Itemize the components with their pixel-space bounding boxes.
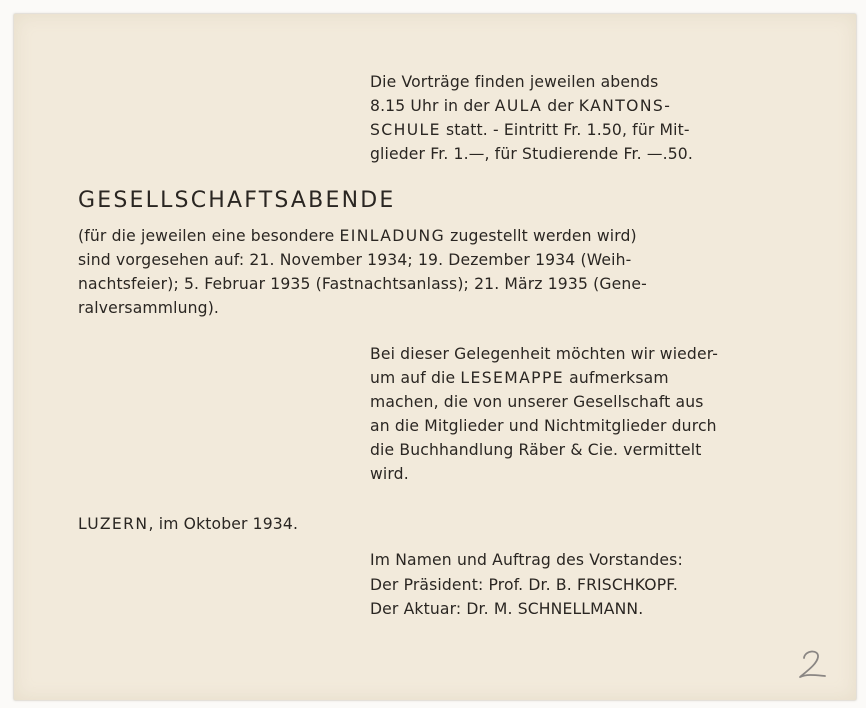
text-fragment: Der Aktuar: Dr. M. — [370, 600, 518, 618]
kantons-caps: KANTONS- — [578, 97, 672, 115]
signature-block — [370, 548, 790, 622]
text-line — [370, 118, 774, 142]
date-text: , im Oktober 1934. — [148, 515, 299, 533]
einladung-caps: EINLADUNG — [339, 227, 446, 245]
text-line: nachtsfeier); 5. Februar 1935 (Fastnachtsanlass); 21. März 1935 (Gene- — [78, 275, 647, 293]
text-line: die Buchhandlung Räber & Cie. vermittelt — [370, 441, 702, 459]
text-fragment: zugestellt werden wird) — [445, 227, 637, 245]
text-fragment: der — [542, 97, 579, 115]
document-page — [14, 14, 856, 700]
text-line — [370, 94, 774, 118]
text-line: Die Vorträge finden jeweilen abends — [370, 73, 659, 91]
city-caps: LUZERN — [78, 515, 149, 533]
lesemappe-caps: LESEMAPPE — [460, 369, 565, 387]
gatherings-paragraph — [78, 224, 774, 320]
lesemappe-paragraph — [370, 342, 774, 486]
text-line: machen, die von unserer Gesellschaft aus — [370, 393, 704, 411]
president-name: FRISCHKOPF — [576, 575, 673, 594]
text-line: wird. — [370, 465, 409, 483]
lecture-info-paragraph — [370, 70, 774, 166]
aula-caps: AULA — [494, 97, 543, 115]
text-fragment: um auf die — [370, 369, 461, 387]
text-line — [370, 366, 774, 390]
actuary-name: SCHNELLMANN — [517, 600, 639, 618]
text-line — [78, 224, 774, 248]
text-line: Im Namen und Auftrag des Vorstandes: — [370, 551, 683, 569]
text-fragment: (für die jeweilen eine besondere — [78, 227, 340, 245]
text-fragment: 8.15 Uhr in der — [370, 97, 495, 115]
text-fragment: . — [672, 575, 678, 594]
president-line — [370, 573, 790, 598]
schule-caps: SCHULE — [370, 121, 441, 139]
text-fragment: Der Präsident: Prof. Dr. B. — [370, 575, 577, 594]
actuary-line — [370, 597, 790, 622]
text-fragment: statt. - Eintritt Fr. 1.50, für Mit- — [440, 121, 690, 139]
text-fragment: aufmerksam — [564, 369, 669, 387]
text-line: an die Mitglieder und Nichtmitglieder durch — [370, 417, 717, 435]
section-heading: GESELLSCHAFTSABENDE — [78, 188, 396, 213]
handwritten-page-number — [792, 646, 832, 682]
text-line: Bei dieser Gelegenheit möchten wir wieder- — [370, 345, 719, 363]
text-line: sind vorgesehen auf: 21. November 1934; 19. Dezember 1934 (Weih- — [78, 251, 632, 269]
place-date-line — [78, 512, 478, 536]
text-fragment: . — [638, 600, 644, 618]
text-line: glieder Fr. 1.—, für Studierende Fr. —.50. — [370, 145, 693, 163]
text-line: ralversammlung). — [78, 299, 220, 317]
